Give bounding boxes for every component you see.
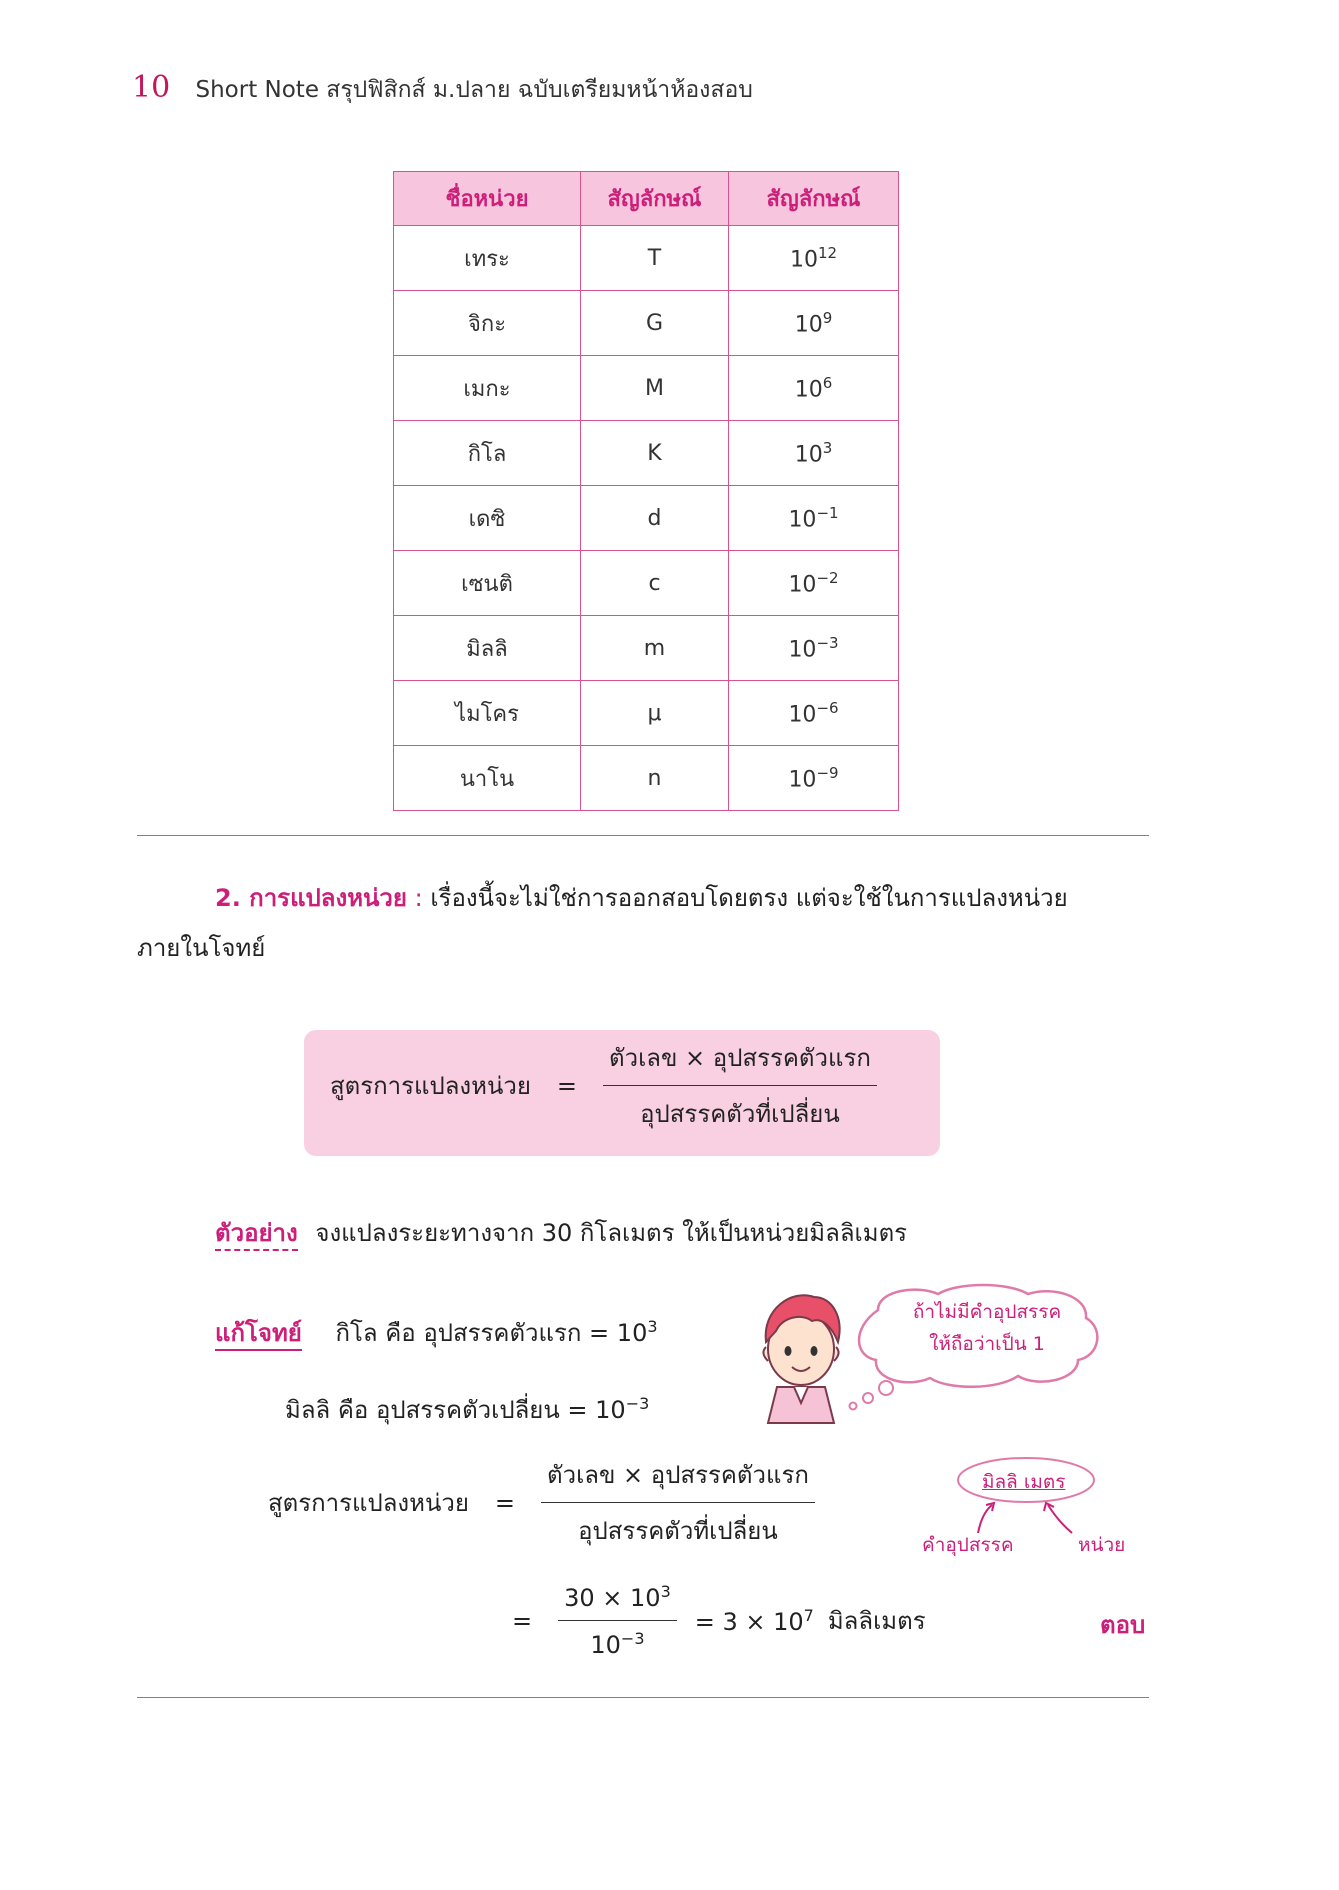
section-2-paragraph <box>137 873 1149 973</box>
power-base: 10 <box>794 377 823 403</box>
page-number: 10 <box>132 70 171 105</box>
power-base: 10 <box>794 312 823 338</box>
column-header: ชื่อหน่วย <box>394 172 581 226</box>
unit-value-cell <box>729 616 899 681</box>
solution-label: แก้โจทย์ <box>215 1319 302 1351</box>
table-row <box>394 226 899 291</box>
bubble-line: ให้ถือว่าเป็น 1 <box>929 1333 1045 1355</box>
unit-value-cell <box>729 551 899 616</box>
example-label: ตัวอย่าง <box>215 1219 298 1251</box>
calculation-line <box>512 1582 926 1659</box>
answer-label: ตอบ <box>1100 1611 1146 1639</box>
unit-name-cell: กิโล <box>394 421 581 486</box>
applied-formula <box>268 1455 815 1550</box>
table-row <box>394 356 899 421</box>
calc-numerator: $30 \times 10^3$ <box>558 1582 677 1621</box>
unit-name-cell: ไมโคร <box>394 681 581 746</box>
unit-value-cell <box>729 746 899 811</box>
power-base: 10 <box>788 702 817 728</box>
equals-sign: = <box>512 1606 533 1635</box>
unit-symbol-cell: M <box>581 356 729 421</box>
formula-fraction <box>541 1455 815 1550</box>
unit-symbol-cell: G <box>581 291 729 356</box>
power-base: 10 <box>794 442 823 468</box>
unit-name-cell: เดซิ <box>394 486 581 551</box>
table-row <box>394 486 899 551</box>
unit-value-cell <box>729 486 899 551</box>
power-exponent: 12 <box>817 243 838 262</box>
fraction-numerator: ตัวเลข × อุปสรรคตัวแรก <box>603 1038 877 1086</box>
formula-label: สูตรการแปลงหน่วย <box>268 1489 469 1517</box>
table-row <box>394 616 899 681</box>
unit-symbol-cell: K <box>581 421 729 486</box>
unit-symbol-cell: c <box>581 551 729 616</box>
table-row <box>394 551 899 616</box>
bubble-line: ถ้าไม่มีคำอุปสรรค <box>912 1301 1062 1323</box>
example-line <box>215 1213 907 1252</box>
exponent: −3 <box>625 1394 650 1413</box>
power-base: 10 <box>788 572 817 598</box>
equals-sign: = <box>556 1071 578 1100</box>
unit-name-cell: เมกะ <box>394 356 581 421</box>
unit-value-cell <box>729 291 899 356</box>
power-exponent: −3 <box>816 633 839 652</box>
formula-fraction <box>603 1038 877 1133</box>
example-text: จงแปลงระยะทางจาก 30 กิโลเมตร ให้เป็นหน่วยมิลลิเมตร <box>315 1219 908 1247</box>
result-unit: มิลลิเมตร <box>827 1607 926 1635</box>
formula-label: สูตรการแปลงหน่วย <box>330 1072 531 1100</box>
unit-symbol-cell: d <box>581 486 729 551</box>
solution-text: มิลลิ คือ อุปสรรคตัวเปลี่ยน = 10 <box>285 1396 626 1424</box>
fraction-denominator: อุปสรรคตัวที่เปลี่ยน <box>578 1517 778 1545</box>
section-divider <box>137 1697 1149 1698</box>
unit-name-cell: นาโน <box>394 746 581 811</box>
unit-symbol-cell: n <box>581 746 729 811</box>
conversion-formula <box>330 1038 877 1133</box>
unit-name-cell: เซนติ <box>394 551 581 616</box>
table-row <box>394 421 899 486</box>
unit-symbol-cell: T <box>581 226 729 291</box>
table-row <box>394 681 899 746</box>
section-divider <box>137 835 1149 836</box>
equals-sign: = <box>494 1488 516 1517</box>
unit-symbol-cell: m <box>581 616 729 681</box>
fraction-denominator: อุปสรรคตัวที่เปลี่ยน <box>640 1100 840 1128</box>
unit-name-cell: เทระ <box>394 226 581 291</box>
power-base: 10 <box>789 247 818 273</box>
solution-line-2 <box>285 1390 649 1429</box>
unit-name-cell: มิลลิ <box>394 616 581 681</box>
power-base: 10 <box>788 637 817 663</box>
power-exponent: −1 <box>816 503 839 522</box>
bubble-text <box>882 1296 1092 1360</box>
unit-value-cell <box>729 356 899 421</box>
table-row <box>394 746 899 811</box>
power-exponent: −2 <box>816 568 839 587</box>
paragraph-line <box>137 873 1149 923</box>
calc-denominator: $10^{-3}$ <box>590 1629 645 1659</box>
annotation-prefix-label: คำอุปสรรค <box>922 1534 1014 1556</box>
paragraph-text: เรื่องนี้จะไม่ใช่การออกสอบโดยตรง แต่จะใช้ในการแปลงหน่วย <box>430 884 1068 912</box>
book-title: Short Note สรุปฟิสิกส์ ม.ปลาย ฉบับเตรียมหน้าห้องสอบ <box>195 77 753 103</box>
boy-cartoon-icon <box>752 1287 850 1425</box>
power-exponent: −9 <box>816 763 839 782</box>
unit-value-cell <box>729 421 899 486</box>
fraction-numerator: ตัวเลข × อุปสรรคตัวแรก <box>541 1455 815 1503</box>
paragraph-text: ภายในโจทย์ <box>137 934 266 962</box>
formula-box <box>304 1030 940 1156</box>
annotation-unit-label: หน่วย <box>1078 1534 1126 1556</box>
unit-symbol-cell: μ <box>581 681 729 746</box>
calc-fraction <box>558 1582 677 1659</box>
table-header-row <box>394 172 899 226</box>
exponent: 3 <box>647 1317 658 1336</box>
section-heading: 2. การแปลงหน่วย <box>215 884 407 912</box>
power-exponent: 6 <box>822 373 833 392</box>
annotation-word: มิลลิ เมตร <box>982 1471 1066 1493</box>
unit-value-cell <box>729 681 899 746</box>
power-exponent: −6 <box>816 698 839 717</box>
solution-text: กิโล คือ อุปสรรคตัวแรก = 10 <box>335 1319 648 1347</box>
solution-line-1 <box>215 1313 658 1352</box>
power-base: 10 <box>788 507 817 533</box>
power-base: 10 <box>788 767 817 793</box>
unit-value-cell <box>729 226 899 291</box>
table-body <box>394 226 899 811</box>
heading-colon: : <box>414 884 423 912</box>
table-row <box>394 291 899 356</box>
page-header <box>132 70 753 108</box>
column-header: สัญลักษณ์ <box>729 172 899 226</box>
calc-result: = $3 \times 10^7$ <box>694 1605 814 1636</box>
column-header: สัญลักษณ์ <box>581 172 729 226</box>
power-exponent: 3 <box>822 438 833 457</box>
power-exponent: 9 <box>822 308 833 327</box>
prefix-table <box>393 171 899 811</box>
unit-name-cell: จิกะ <box>394 291 581 356</box>
